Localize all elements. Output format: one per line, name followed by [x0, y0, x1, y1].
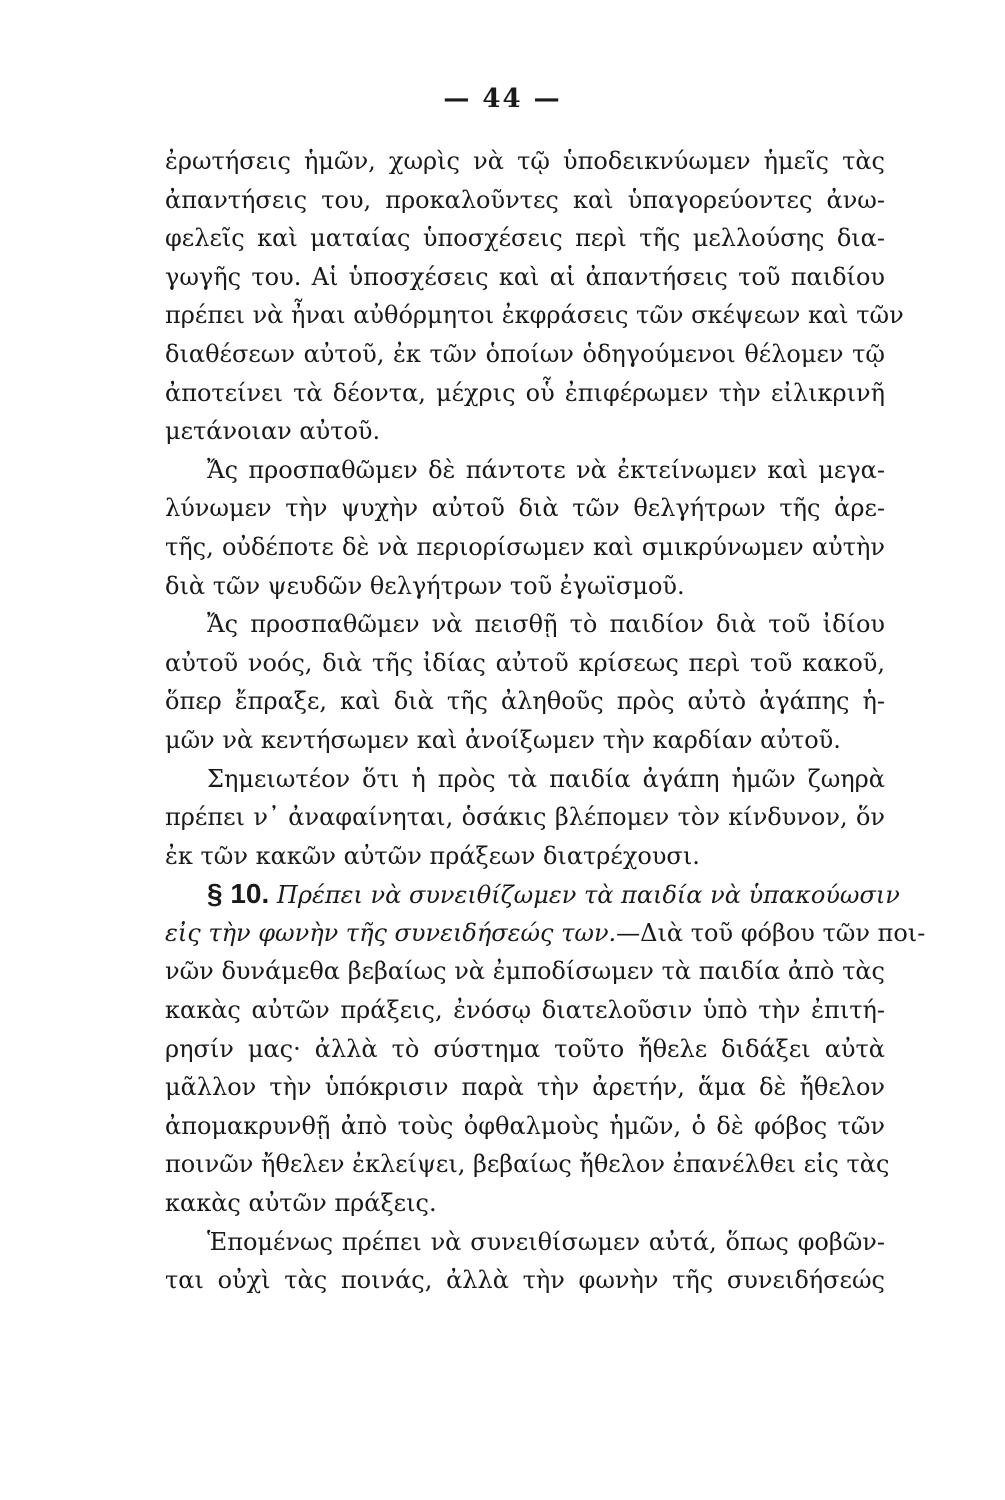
text-line: Ἄς προσπαθῶμεν νὰ πεισθῇ τὸ παιδίον διὰ τοῦ ἰδίου — [207, 610, 885, 639]
text-segment: —Διὰ τοῦ φόβου τῶν ποι- — [616, 918, 926, 947]
text-line: ἀποτείνει τὰ δέοντα, μέχρις οὗ ἐπιφέρωμεν τὴν εἰλικρινῆ — [165, 378, 885, 407]
paragraph — [165, 760, 885, 876]
text-line: ται οὐχὶ τὰς ποινάς, ἀλλὰ τὴν φωνὴν τῆς συνειδήσεώς — [165, 1266, 885, 1295]
text-line: διὰ τῶν ψευδῶν θελγήτρων τοῦ ἐγωϊσμοῦ. — [165, 571, 685, 600]
text-line: πρέπει ν᾿ ἀναφαίνηται, ὁσάκις βλέπομεν τὸν κίνδυνον, ὅν — [165, 803, 885, 832]
text-line: μετάνοιαν αὐτοῦ. — [165, 417, 381, 446]
text-line: τῆς, οὐδέποτε δὲ νὰ περιορίσωμεν καὶ σμικρύνωμεν αὐτὴν — [165, 532, 885, 561]
section-number: § 10. — [207, 878, 270, 910]
text-line: ἀπομακρυνθῇ ἀπὸ τοὺς ὀφθαλμοὺς ἡμῶν, ὁ δὲ φόβος τῶν — [165, 1111, 885, 1140]
paragraph — [165, 142, 904, 451]
text-line: φελεῖς καὶ ματαίας ὑποσχέσεις περὶ τῆς μελλούσης δια- — [165, 224, 885, 253]
paragraph — [165, 605, 885, 759]
text-line: Ἄς προσπαθῶμεν δὲ πάντοτε νὰ ἐκτείνωμεν καὶ μεγα- — [207, 455, 885, 484]
text-line: Ἑπομένως πρέπει νὰ συνειθίσωμεν αὐτά, ὅπως φοβῶν- — [207, 1227, 885, 1256]
text-line: νῶν δυνάμεθα βεβαίως νὰ ἐμποδίσωμεν τὰ παιδία ἀπὸ τὰς — [165, 957, 885, 986]
text-line: μῶν νὰ κεντήσωμεν καὶ ἀνοίξωμεν τὴν καρδίαν αὐτοῦ. — [165, 725, 841, 754]
text-line: γωγῆς του. Αἱ ὑποσχέσεις καὶ αἱ ἀπαντήσεις τοῦ παιδίου — [165, 262, 885, 291]
paragraph — [165, 1223, 885, 1300]
text-line: αὐτοῦ νοός, διὰ τῆς ἰδίας αὐτοῦ κρίσεως περὶ τοῦ κακοῦ, — [165, 648, 885, 677]
text-line: μᾶλλον τὴν ὑπόκρισιν παρὰ τὴν ἀρετήν, ἅμα δὲ ἤθελον — [165, 1073, 885, 1102]
text-line: διαθέσεων αὐτοῦ, ἐκ τῶν ὁποίων ὁδηγούμενοι θέλομεν τῷ — [165, 339, 885, 368]
section-heading-continued — [165, 914, 926, 953]
page-number: — 44 — — [443, 84, 562, 114]
body-text — [165, 142, 926, 1300]
section-title: Πρέπει νὰ συνειθίζωμεν τὰ παιδία νὰ ὑπακούωσιν — [276, 881, 900, 910]
paragraph — [165, 451, 885, 605]
section-title-continued: εἰς τὴν φωνὴν τῆς συνειδήσεώς των. — [165, 918, 617, 947]
section-heading — [165, 875, 900, 914]
text-line: Σημειωτέον ὅτι ἡ πρὸς τὰ παιδία ἀγάπη ἡμῶν ζωηρὰ — [207, 764, 885, 793]
text-line: ἐκ τῶν κακῶν αὐτῶν πράξεων διατρέχουσι. — [165, 841, 700, 870]
section — [165, 875, 926, 1222]
text-line: ποινῶν ἤθελεν ἐκλείψει, βεβαίως ἤθελον ἐπανέλθει εἰς τὰς — [165, 1150, 890, 1179]
text-line: κακὰς αὐτῶν πράξεις. — [165, 1189, 437, 1218]
text-line: λύνωμεν τὴν ψυχὴν αὐτοῦ διὰ τῶν θελγήτρων τῆς ἀρε- — [165, 494, 885, 523]
text-line: ὅπερ ἔπραξε, καὶ διὰ τῆς ἀληθοῦς πρὸς αὐτὸ ἀγάπης ἡ- — [165, 687, 885, 716]
text-line: πρέπει νὰ ἦναι αὐθόρμητοι ἐκφράσεις τῶν σκέψεων καὶ τῶν — [165, 301, 904, 330]
text-line: κακὰς αὐτῶν πράξεις, ἐνόσῳ διατελοῦσιν ὑπὸ τὴν ἐπιτή- — [165, 996, 885, 1025]
text-line: ρησίν μας· ἀλλὰ τὸ σύστημα τοῦτο ἤθελε διδάξει αὐτὰ — [165, 1034, 885, 1063]
text-line: ἀπαντήσεις του, προκαλοῦντες καὶ ὑπαγορεύοντες ἀνω- — [165, 185, 885, 214]
text-line: ἐρωτήσεις ἡμῶν, χωρὶς νὰ τῷ ὑποδεικνύωμεν ἡμεῖς τὰς — [165, 147, 885, 175]
